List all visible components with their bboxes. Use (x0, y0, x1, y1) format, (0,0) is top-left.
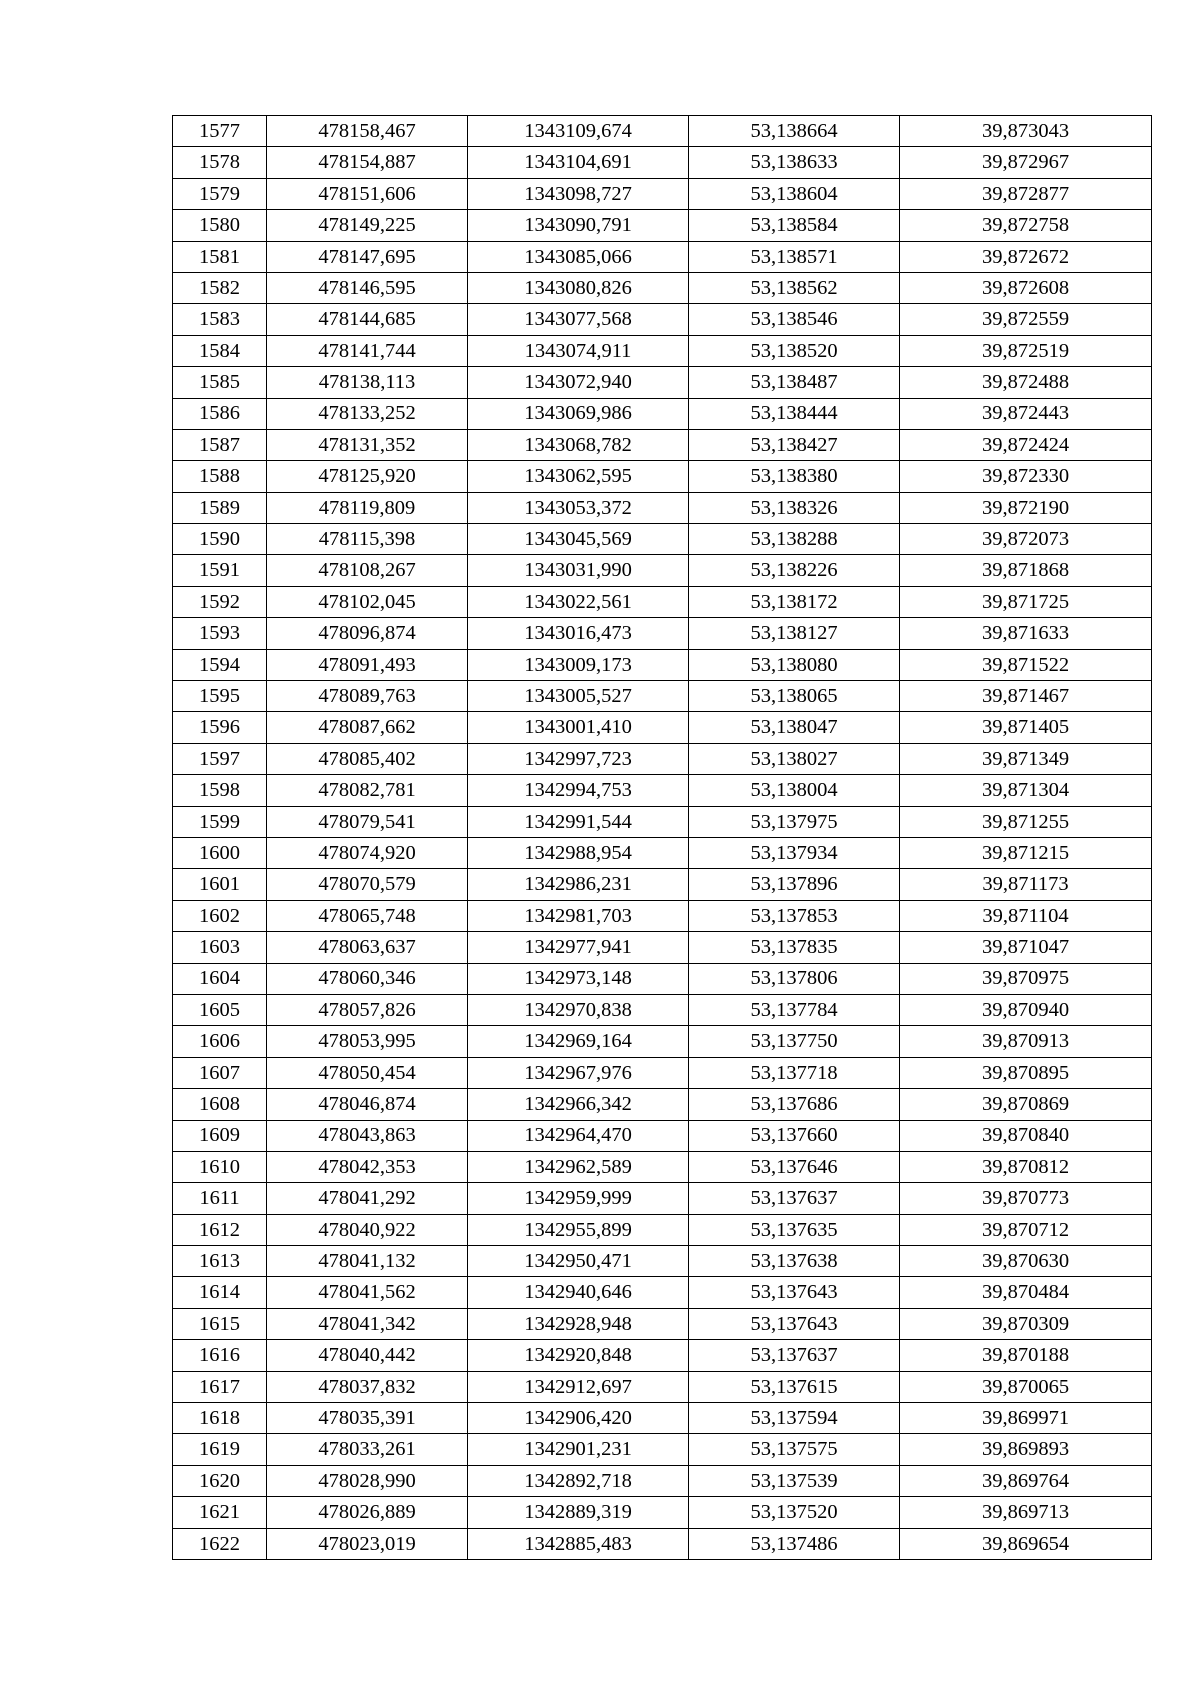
y-coordinate-cell: 1342959,999 (468, 1183, 689, 1214)
latitude-cell: 53,137934 (689, 837, 900, 868)
y-coordinate-cell: 1343085,066 (468, 241, 689, 272)
x-coordinate-cell: 478053,995 (267, 1026, 468, 1057)
point-number-cell: 1606 (173, 1026, 267, 1057)
y-coordinate-cell: 1343031,990 (468, 555, 689, 586)
table-row (173, 272, 1152, 303)
longitude-cell: 39,872330 (900, 461, 1152, 492)
latitude-cell: 53,138065 (689, 681, 900, 712)
y-coordinate-cell: 1343062,595 (468, 461, 689, 492)
table-row (173, 1214, 1152, 1245)
y-coordinate-cell: 1342977,941 (468, 932, 689, 963)
point-number-cell: 1610 (173, 1151, 267, 1182)
point-number-cell: 1604 (173, 963, 267, 994)
longitude-cell: 39,870812 (900, 1151, 1152, 1182)
y-coordinate-cell: 1343074,911 (468, 335, 689, 366)
latitude-cell: 53,138004 (689, 775, 900, 806)
y-coordinate-cell: 1342969,164 (468, 1026, 689, 1057)
longitude-cell: 39,871522 (900, 649, 1152, 680)
longitude-cell: 39,871725 (900, 586, 1152, 617)
longitude-cell: 39,872073 (900, 524, 1152, 555)
table-row (173, 1340, 1152, 1371)
point-number-cell: 1587 (173, 429, 267, 460)
latitude-cell: 53,138520 (689, 335, 900, 366)
y-coordinate-cell: 1343109,674 (468, 116, 689, 147)
point-number-cell: 1599 (173, 806, 267, 837)
latitude-cell: 53,138127 (689, 618, 900, 649)
point-number-cell: 1583 (173, 304, 267, 335)
x-coordinate-cell: 478158,467 (267, 116, 468, 147)
latitude-cell: 53,138444 (689, 398, 900, 429)
y-coordinate-cell: 1342970,838 (468, 994, 689, 1025)
point-number-cell: 1578 (173, 147, 267, 178)
latitude-cell: 53,137643 (689, 1308, 900, 1339)
longitude-cell: 39,871173 (900, 869, 1152, 900)
y-coordinate-cell: 1342912,697 (468, 1371, 689, 1402)
x-coordinate-cell: 478033,261 (267, 1434, 468, 1465)
y-coordinate-cell: 1342991,544 (468, 806, 689, 837)
y-coordinate-cell: 1342889,319 (468, 1497, 689, 1528)
x-coordinate-cell: 478087,662 (267, 712, 468, 743)
longitude-cell: 39,872967 (900, 147, 1152, 178)
table-row (173, 367, 1152, 398)
x-coordinate-cell: 478060,346 (267, 963, 468, 994)
y-coordinate-cell: 1343077,568 (468, 304, 689, 335)
longitude-cell: 39,870773 (900, 1183, 1152, 1214)
x-coordinate-cell: 478119,809 (267, 492, 468, 523)
x-coordinate-cell: 478151,606 (267, 178, 468, 209)
longitude-cell: 39,872608 (900, 272, 1152, 303)
x-coordinate-cell: 478131,352 (267, 429, 468, 460)
coordinates-table (172, 115, 1152, 1560)
x-coordinate-cell: 478041,132 (267, 1246, 468, 1277)
point-number-cell: 1612 (173, 1214, 267, 1245)
longitude-cell: 39,870895 (900, 1057, 1152, 1088)
point-number-cell: 1585 (173, 367, 267, 398)
longitude-cell: 39,869764 (900, 1465, 1152, 1496)
latitude-cell: 53,138487 (689, 367, 900, 398)
point-number-cell: 1602 (173, 900, 267, 931)
table-row (173, 994, 1152, 1025)
latitude-cell: 53,137539 (689, 1465, 900, 1496)
x-coordinate-cell: 478063,637 (267, 932, 468, 963)
table-row (173, 1497, 1152, 1528)
y-coordinate-cell: 1343104,691 (468, 147, 689, 178)
latitude-cell: 53,138633 (689, 147, 900, 178)
longitude-cell: 39,871868 (900, 555, 1152, 586)
point-number-cell: 1598 (173, 775, 267, 806)
y-coordinate-cell: 1342885,483 (468, 1528, 689, 1559)
table-row (173, 1057, 1152, 1088)
longitude-cell: 39,872877 (900, 178, 1152, 209)
longitude-cell: 39,871467 (900, 681, 1152, 712)
y-coordinate-cell: 1342928,948 (468, 1308, 689, 1339)
x-coordinate-cell: 478138,113 (267, 367, 468, 398)
x-coordinate-cell: 478141,744 (267, 335, 468, 366)
point-number-cell: 1618 (173, 1403, 267, 1434)
table-row (173, 649, 1152, 680)
y-coordinate-cell: 1343090,791 (468, 210, 689, 241)
longitude-cell: 39,872758 (900, 210, 1152, 241)
table-row (173, 147, 1152, 178)
table-row (173, 869, 1152, 900)
x-coordinate-cell: 478070,579 (267, 869, 468, 900)
latitude-cell: 53,137686 (689, 1089, 900, 1120)
latitude-cell: 53,137718 (689, 1057, 900, 1088)
table-row (173, 775, 1152, 806)
point-number-cell: 1593 (173, 618, 267, 649)
latitude-cell: 53,137975 (689, 806, 900, 837)
longitude-cell: 39,870940 (900, 994, 1152, 1025)
longitude-cell: 39,873043 (900, 116, 1152, 147)
point-number-cell: 1597 (173, 743, 267, 774)
latitude-cell: 53,137750 (689, 1026, 900, 1057)
table-row (173, 1528, 1152, 1559)
table-row (173, 681, 1152, 712)
table-row (173, 492, 1152, 523)
latitude-cell: 53,137520 (689, 1497, 900, 1528)
y-coordinate-cell: 1343016,473 (468, 618, 689, 649)
table-row (173, 335, 1152, 366)
x-coordinate-cell: 478074,920 (267, 837, 468, 868)
y-coordinate-cell: 1342940,646 (468, 1277, 689, 1308)
x-coordinate-cell: 478041,562 (267, 1277, 468, 1308)
y-coordinate-cell: 1343001,410 (468, 712, 689, 743)
y-coordinate-cell: 1342981,703 (468, 900, 689, 931)
point-number-cell: 1594 (173, 649, 267, 680)
y-coordinate-cell: 1343068,782 (468, 429, 689, 460)
x-coordinate-cell: 478147,695 (267, 241, 468, 272)
table-row (173, 210, 1152, 241)
longitude-cell: 39,870630 (900, 1246, 1152, 1277)
table-row (173, 806, 1152, 837)
y-coordinate-cell: 1342997,723 (468, 743, 689, 774)
table-row (173, 1465, 1152, 1496)
x-coordinate-cell: 478144,685 (267, 304, 468, 335)
point-number-cell: 1591 (173, 555, 267, 586)
latitude-cell: 53,137637 (689, 1183, 900, 1214)
longitude-cell: 39,872190 (900, 492, 1152, 523)
x-coordinate-cell: 478041,292 (267, 1183, 468, 1214)
latitude-cell: 53,138080 (689, 649, 900, 680)
x-coordinate-cell: 478035,391 (267, 1403, 468, 1434)
latitude-cell: 53,138226 (689, 555, 900, 586)
latitude-cell: 53,137615 (689, 1371, 900, 1402)
longitude-cell: 39,869654 (900, 1528, 1152, 1559)
table-row (173, 1277, 1152, 1308)
point-number-cell: 1595 (173, 681, 267, 712)
point-number-cell: 1617 (173, 1371, 267, 1402)
latitude-cell: 53,137896 (689, 869, 900, 900)
x-coordinate-cell: 478079,541 (267, 806, 468, 837)
point-number-cell: 1613 (173, 1246, 267, 1277)
point-number-cell: 1616 (173, 1340, 267, 1371)
table-row (173, 932, 1152, 963)
x-coordinate-cell: 478146,595 (267, 272, 468, 303)
y-coordinate-cell: 1343009,173 (468, 649, 689, 680)
y-coordinate-cell: 1342901,231 (468, 1434, 689, 1465)
longitude-cell: 39,872443 (900, 398, 1152, 429)
x-coordinate-cell: 478108,267 (267, 555, 468, 586)
point-number-cell: 1607 (173, 1057, 267, 1088)
latitude-cell: 53,137835 (689, 932, 900, 963)
point-number-cell: 1609 (173, 1120, 267, 1151)
point-number-cell: 1581 (173, 241, 267, 272)
y-coordinate-cell: 1343045,569 (468, 524, 689, 555)
longitude-cell: 39,871405 (900, 712, 1152, 743)
y-coordinate-cell: 1342994,753 (468, 775, 689, 806)
y-coordinate-cell: 1342892,718 (468, 1465, 689, 1496)
y-coordinate-cell: 1342966,342 (468, 1089, 689, 1120)
longitude-cell: 39,870188 (900, 1340, 1152, 1371)
table-row (173, 1434, 1152, 1465)
table-row (173, 1120, 1152, 1151)
latitude-cell: 53,137806 (689, 963, 900, 994)
longitude-cell: 39,871304 (900, 775, 1152, 806)
latitude-cell: 53,138571 (689, 241, 900, 272)
table-row (173, 398, 1152, 429)
point-number-cell: 1589 (173, 492, 267, 523)
longitude-cell: 39,872559 (900, 304, 1152, 335)
table-row (173, 743, 1152, 774)
table-row (173, 1371, 1152, 1402)
x-coordinate-cell: 478133,252 (267, 398, 468, 429)
table-row (173, 1089, 1152, 1120)
longitude-cell: 39,869713 (900, 1497, 1152, 1528)
y-coordinate-cell: 1342986,231 (468, 869, 689, 900)
coordinates-table-body (173, 116, 1152, 1560)
longitude-cell: 39,870840 (900, 1120, 1152, 1151)
latitude-cell: 53,137784 (689, 994, 900, 1025)
longitude-cell: 39,869971 (900, 1403, 1152, 1434)
point-number-cell: 1621 (173, 1497, 267, 1528)
x-coordinate-cell: 478089,763 (267, 681, 468, 712)
x-coordinate-cell: 478050,454 (267, 1057, 468, 1088)
point-number-cell: 1601 (173, 869, 267, 900)
y-coordinate-cell: 1342950,471 (468, 1246, 689, 1277)
x-coordinate-cell: 478028,990 (267, 1465, 468, 1496)
y-coordinate-cell: 1343022,561 (468, 586, 689, 617)
y-coordinate-cell: 1342955,899 (468, 1214, 689, 1245)
point-number-cell: 1584 (173, 335, 267, 366)
table-row (173, 963, 1152, 994)
latitude-cell: 53,137575 (689, 1434, 900, 1465)
point-number-cell: 1588 (173, 461, 267, 492)
latitude-cell: 53,138604 (689, 178, 900, 209)
table-row (173, 1183, 1152, 1214)
table-row (173, 1308, 1152, 1339)
x-coordinate-cell: 478040,442 (267, 1340, 468, 1371)
point-number-cell: 1620 (173, 1465, 267, 1496)
x-coordinate-cell: 478043,863 (267, 1120, 468, 1151)
latitude-cell: 53,138584 (689, 210, 900, 241)
latitude-cell: 53,137594 (689, 1403, 900, 1434)
longitude-cell: 39,870065 (900, 1371, 1152, 1402)
longitude-cell: 39,870975 (900, 963, 1152, 994)
longitude-cell: 39,872672 (900, 241, 1152, 272)
y-coordinate-cell: 1343072,940 (468, 367, 689, 398)
longitude-cell: 39,872488 (900, 367, 1152, 398)
longitude-cell: 39,870484 (900, 1277, 1152, 1308)
x-coordinate-cell: 478102,045 (267, 586, 468, 617)
y-coordinate-cell: 1343080,826 (468, 272, 689, 303)
point-number-cell: 1579 (173, 178, 267, 209)
latitude-cell: 53,138288 (689, 524, 900, 555)
point-number-cell: 1590 (173, 524, 267, 555)
point-number-cell: 1622 (173, 1528, 267, 1559)
point-number-cell: 1596 (173, 712, 267, 743)
table-row (173, 1403, 1152, 1434)
y-coordinate-cell: 1342906,420 (468, 1403, 689, 1434)
x-coordinate-cell: 478154,887 (267, 147, 468, 178)
latitude-cell: 53,138380 (689, 461, 900, 492)
latitude-cell: 53,138664 (689, 116, 900, 147)
point-number-cell: 1577 (173, 116, 267, 147)
longitude-cell: 39,870869 (900, 1089, 1152, 1120)
table-row (173, 586, 1152, 617)
point-number-cell: 1603 (173, 932, 267, 963)
latitude-cell: 53,137486 (689, 1528, 900, 1559)
point-number-cell: 1605 (173, 994, 267, 1025)
y-coordinate-cell: 1343069,986 (468, 398, 689, 429)
point-number-cell: 1619 (173, 1434, 267, 1465)
latitude-cell: 53,138172 (689, 586, 900, 617)
table-row (173, 837, 1152, 868)
x-coordinate-cell: 478149,225 (267, 210, 468, 241)
x-coordinate-cell: 478023,019 (267, 1528, 468, 1559)
x-coordinate-cell: 478085,402 (267, 743, 468, 774)
table-row (173, 429, 1152, 460)
latitude-cell: 53,137638 (689, 1246, 900, 1277)
longitude-cell: 39,871255 (900, 806, 1152, 837)
latitude-cell: 53,137635 (689, 1214, 900, 1245)
longitude-cell: 39,872519 (900, 335, 1152, 366)
x-coordinate-cell: 478037,832 (267, 1371, 468, 1402)
table-row (173, 900, 1152, 931)
latitude-cell: 53,138326 (689, 492, 900, 523)
y-coordinate-cell: 1342964,470 (468, 1120, 689, 1151)
table-row (173, 1151, 1152, 1182)
y-coordinate-cell: 1342967,976 (468, 1057, 689, 1088)
latitude-cell: 53,137660 (689, 1120, 900, 1151)
table-row (173, 712, 1152, 743)
table-row (173, 618, 1152, 649)
y-coordinate-cell: 1342988,954 (468, 837, 689, 868)
y-coordinate-cell: 1343098,727 (468, 178, 689, 209)
longitude-cell: 39,871349 (900, 743, 1152, 774)
x-coordinate-cell: 478082,781 (267, 775, 468, 806)
x-coordinate-cell: 478042,353 (267, 1151, 468, 1182)
point-number-cell: 1600 (173, 837, 267, 868)
longitude-cell: 39,871047 (900, 932, 1152, 963)
table-row (173, 555, 1152, 586)
point-number-cell: 1614 (173, 1277, 267, 1308)
table-row (173, 524, 1152, 555)
longitude-cell: 39,870309 (900, 1308, 1152, 1339)
longitude-cell: 39,871633 (900, 618, 1152, 649)
point-number-cell: 1611 (173, 1183, 267, 1214)
latitude-cell: 53,138027 (689, 743, 900, 774)
y-coordinate-cell: 1342920,848 (468, 1340, 689, 1371)
x-coordinate-cell: 478115,398 (267, 524, 468, 555)
x-coordinate-cell: 478026,889 (267, 1497, 468, 1528)
longitude-cell: 39,871104 (900, 900, 1152, 931)
x-coordinate-cell: 478040,922 (267, 1214, 468, 1245)
table-row (173, 1026, 1152, 1057)
longitude-cell: 39,872424 (900, 429, 1152, 460)
table-row (173, 1246, 1152, 1277)
point-number-cell: 1586 (173, 398, 267, 429)
y-coordinate-cell: 1342973,148 (468, 963, 689, 994)
x-coordinate-cell: 478065,748 (267, 900, 468, 931)
y-coordinate-cell: 1343053,372 (468, 492, 689, 523)
latitude-cell: 53,137853 (689, 900, 900, 931)
y-coordinate-cell: 1342962,589 (468, 1151, 689, 1182)
x-coordinate-cell: 478046,874 (267, 1089, 468, 1120)
longitude-cell: 39,870913 (900, 1026, 1152, 1057)
latitude-cell: 53,137646 (689, 1151, 900, 1182)
latitude-cell: 53,138427 (689, 429, 900, 460)
point-number-cell: 1608 (173, 1089, 267, 1120)
latitude-cell: 53,138546 (689, 304, 900, 335)
x-coordinate-cell: 478125,920 (267, 461, 468, 492)
latitude-cell: 53,138047 (689, 712, 900, 743)
latitude-cell: 53,138562 (689, 272, 900, 303)
latitude-cell: 53,137643 (689, 1277, 900, 1308)
longitude-cell: 39,869893 (900, 1434, 1152, 1465)
table-row (173, 178, 1152, 209)
latitude-cell: 53,137637 (689, 1340, 900, 1371)
x-coordinate-cell: 478091,493 (267, 649, 468, 680)
x-coordinate-cell: 478041,342 (267, 1308, 468, 1339)
table-row (173, 461, 1152, 492)
longitude-cell: 39,870712 (900, 1214, 1152, 1245)
point-number-cell: 1582 (173, 272, 267, 303)
longitude-cell: 39,871215 (900, 837, 1152, 868)
point-number-cell: 1615 (173, 1308, 267, 1339)
x-coordinate-cell: 478057,826 (267, 994, 468, 1025)
y-coordinate-cell: 1343005,527 (468, 681, 689, 712)
table-row (173, 304, 1152, 335)
point-number-cell: 1592 (173, 586, 267, 617)
x-coordinate-cell: 478096,874 (267, 618, 468, 649)
table-row (173, 241, 1152, 272)
point-number-cell: 1580 (173, 210, 267, 241)
table-row (173, 116, 1152, 147)
